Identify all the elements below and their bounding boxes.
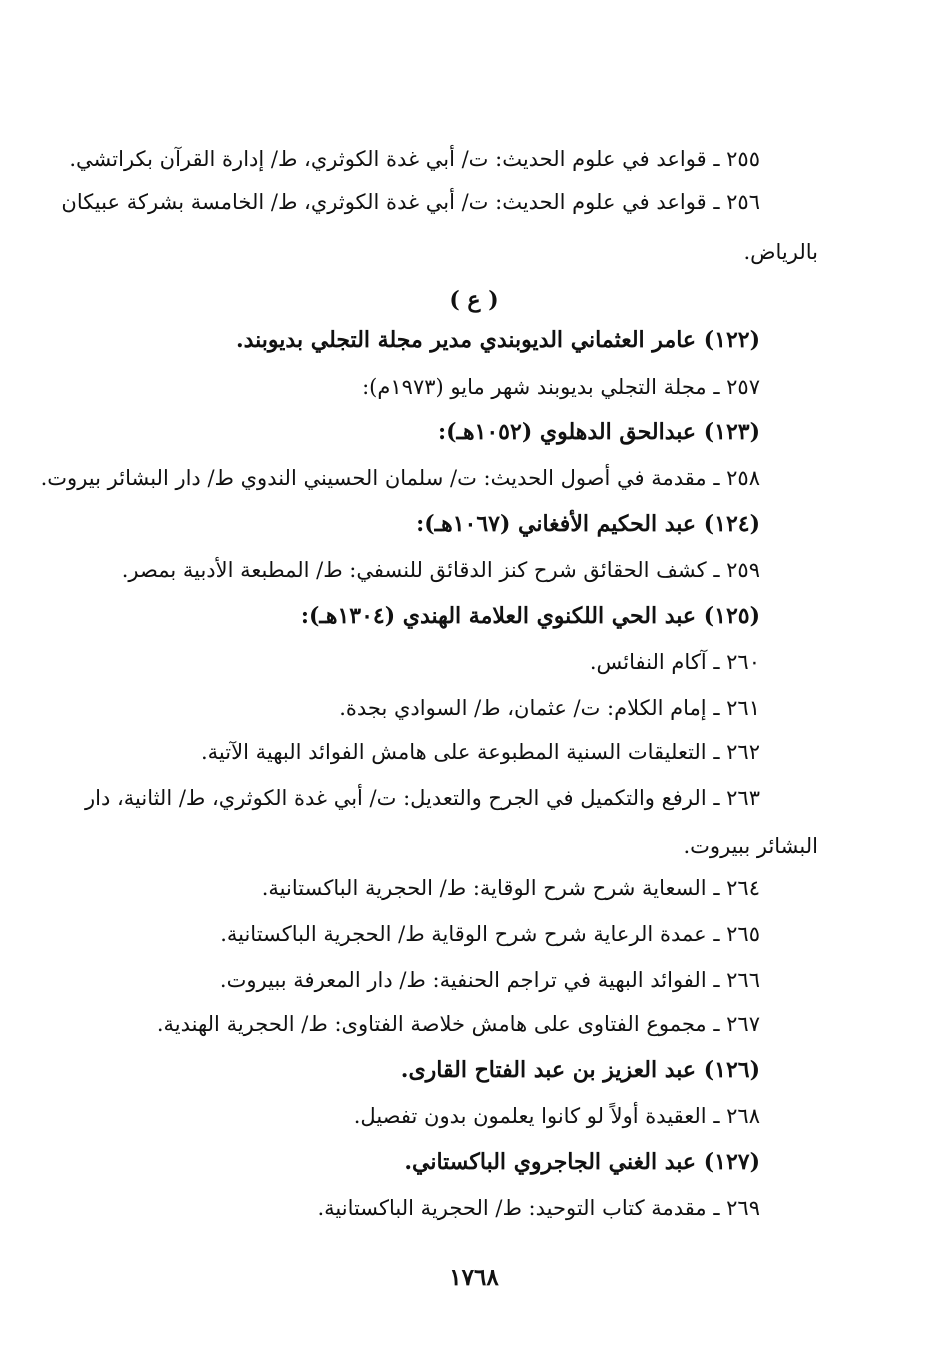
entry-256-line-1: ٢٥٦ ـ قواعد في علوم الحديث: ت/ أبي غدة الكوثري، ط/ الخامسة بشركة عبيكان: [61, 190, 760, 214]
entry-268: ٢٦٨ ـ العقيدة أولاً لو كانوا يعلمون بدون تفصيل.: [353, 1104, 760, 1128]
entry-266: ٢٦٦ ـ الفوائد البهية في تراجم الحنفية: ط/ دار المعرفة ببيروت.: [219, 968, 760, 992]
page-number: ١٧٦٨: [449, 1264, 499, 1291]
entry-258: ٢٥٨ ـ مقدمة في أصول الحديث: ت/ سلمان الحسيني الندوي ط/ دار البشائر بيروت.: [40, 466, 760, 490]
entry-267: ٢٦٧ ـ مجموع الفتاوى على هامش خلاصة الفتاوى: ط/ الحجرية الهندية.: [156, 1012, 760, 1036]
entry-263-line-2: البشائر ببيروت.: [683, 834, 818, 858]
heading-127: (١٢٧) عبد الغني الجاجروي الباكستاني.: [404, 1149, 760, 1175]
entry-263-line-1: ٢٦٣ ـ الرفع والتكميل في الجرح والتعديل: ت/ أبي غدة الكوثري، ط/ الثانية، دار: [84, 786, 760, 810]
entry-255: ٢٥٥ ـ قواعد في علوم الحديث: ت/ أبي غدة الكوثري، ط/ إدارة القرآن بكراتشي.: [69, 147, 760, 171]
heading-124: (١٢٤) عبد الحكيم الأفغاني (١٠٦٧هـ):: [416, 511, 760, 537]
heading-125: (١٢٥) عبد الحي اللكنوي العلامة الهندي (١٣٠٤هـ):: [300, 603, 760, 629]
entry-262: ٢٦٢ ـ التعليقات السنية المطبوعة على هامش الفوائد البهية الآتية.: [201, 740, 760, 764]
entry-264: ٢٦٤ ـ السعاية شرح شرح الوقاية: ط/ الحجرية الباكستانية.: [261, 876, 760, 900]
entry-259: ٢٥٩ ـ كشف الحقائق شرح كنز الدقائق للنسفي: ط/ المطبعة الأدبية بمصر.: [121, 558, 760, 582]
entry-265: ٢٦٥ ـ عمدة الرعاية شرح شرح الوقاية ط/ الحجرية الباكستانية.: [220, 922, 760, 946]
heading-123: (١٢٣) عبدالحق الدهلوي (١٠٥٢هـ):: [437, 419, 760, 445]
entry-269: ٢٦٩ ـ مقدمة كتاب التوحيد: ط/ الحجرية الباكستانية.: [317, 1196, 760, 1220]
entry-261: ٢٦١ ـ إمام الكلام: ت/ عثمان، ط/ السوادي بجدة.: [339, 696, 760, 720]
entry-260: ٢٦٠ ـ آكام النفائس.: [589, 650, 760, 674]
section-letter: ( ع ): [449, 287, 499, 313]
heading-126: (١٢٦) عبد العزيز بن عبد الفتاح القارى.: [400, 1057, 760, 1083]
entry-256-line-2: بالرياض.: [743, 240, 818, 264]
entry-257: ٢٥٧ ـ مجلة التجلي بديوبند شهر مايو (١٩٧٣م):: [362, 375, 760, 399]
heading-122: (١٢٢) عامر العثماني الديوبندي مدير مجلة التجلي بديوبند.: [235, 327, 760, 353]
